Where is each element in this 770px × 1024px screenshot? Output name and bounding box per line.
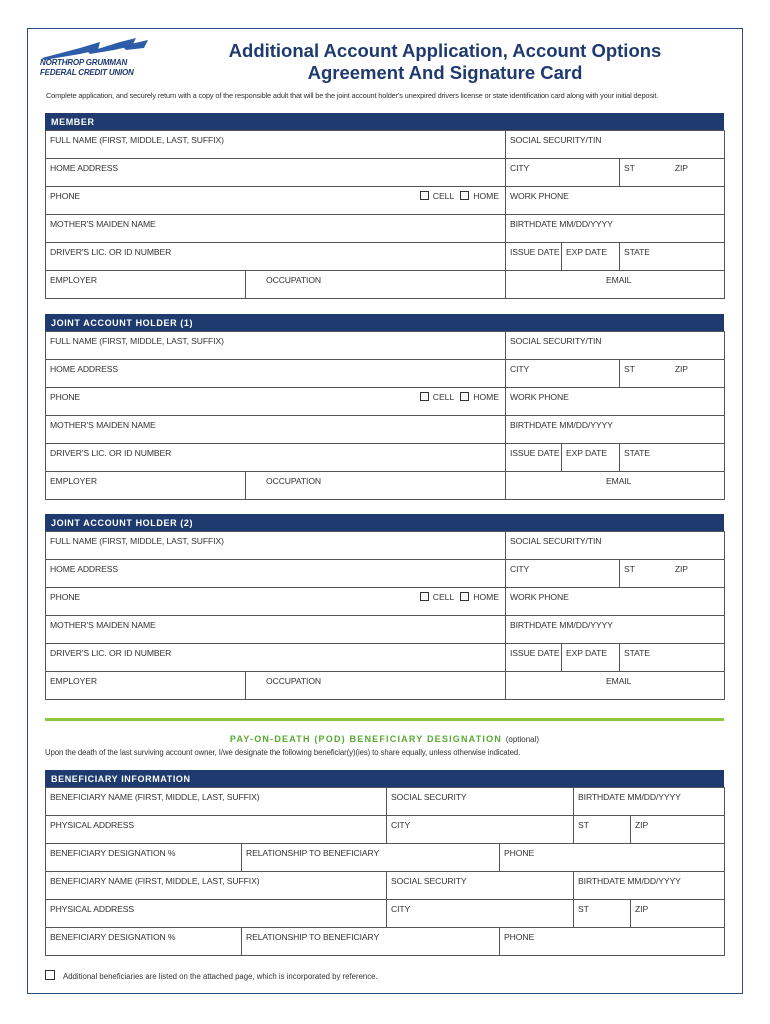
member-occupation-field[interactable]: OCCUPATION (246, 271, 506, 299)
joint1-birthdate-field[interactable]: BIRTHDATE MM/DD/YYYY (506, 416, 725, 444)
section-header-member: MEMBER (45, 113, 724, 130)
beneficiary1-phone-field[interactable]: PHONE (500, 844, 725, 872)
cell-checkbox[interactable] (420, 592, 429, 601)
joint1-home-address-field[interactable]: HOME ADDRESS (46, 360, 506, 388)
cell-checkbox[interactable] (420, 191, 429, 200)
beneficiary2-address-field[interactable]: PHYSICAL ADDRESS (46, 900, 387, 928)
member-exp-date-field[interactable]: EXP DATE (562, 243, 620, 271)
joint2-ssn-field[interactable]: SOCIAL SECURITY/TIN (506, 532, 725, 560)
home-checkbox[interactable] (460, 392, 469, 401)
joint2-state-field[interactable]: STATE (620, 644, 725, 672)
joint2-dl-field[interactable]: DRIVER'S LIC. OR ID NUMBER (46, 644, 506, 672)
member-full-name-field[interactable]: FULL NAME (FIRST, MIDDLE, LAST, SUFFIX) (46, 131, 506, 159)
member-city-field[interactable]: CITY (506, 159, 620, 187)
beneficiary1-name-field[interactable]: BENEFICIARY NAME (FIRST, MIDDLE, LAST, SUFFIX) (46, 788, 387, 816)
cell-checkbox[interactable] (420, 392, 429, 401)
member-birthdate-field[interactable]: BIRTHDATE MM/DD/YYYY (506, 215, 725, 243)
joint2-full-name-field[interactable]: FULL NAME (FIRST, MIDDLE, LAST, SUFFIX) (46, 532, 506, 560)
joint1-employer-field[interactable]: EMPLOYER (46, 472, 246, 500)
beneficiary2-phone-field[interactable]: PHONE (500, 928, 725, 956)
joint1-exp-date-field[interactable]: EXP DATE (562, 444, 620, 472)
home-checkbox[interactable] (460, 191, 469, 200)
beneficiary2-designation-field[interactable]: BENEFICIARY DESIGNATION % (46, 928, 242, 956)
joint2-phone-field[interactable]: PHONE CELL HOME (46, 588, 506, 616)
joint2-employer-field[interactable]: EMPLOYER (46, 672, 246, 700)
joint1-state-field[interactable]: STATE (620, 444, 725, 472)
member-dl-field[interactable]: DRIVER'S LIC. OR ID NUMBER (46, 243, 506, 271)
joint2-issue-date-field[interactable]: ISSUE DATE (506, 644, 562, 672)
pod-optional-label: (optional) (505, 735, 540, 744)
pod-title: PAY-ON-DEATH (POD) BENEFICIARY DESIGNATION (optional) (229, 734, 540, 744)
beneficiary1-city-field[interactable]: CITY (387, 816, 574, 844)
page-title-line-1: Additional Account Application, Account Options (228, 40, 662, 61)
joint1-issue-date-field[interactable]: ISSUE DATE (506, 444, 562, 472)
beneficiary1-zip-field[interactable]: ZIP (631, 816, 725, 844)
joint2-birthdate-field[interactable]: BIRTHDATE MM/DD/YYYY (506, 616, 725, 644)
joint2-email-field[interactable]: EMAIL (506, 672, 725, 700)
joint1-city-field[interactable]: CITY (506, 360, 620, 388)
beneficiary2-birthdate-field[interactable]: BIRTHDATE MM/DD/YYYY (574, 872, 725, 900)
joint2-work-phone-field[interactable]: WORK PHONE (506, 588, 725, 616)
beneficiary1-st-field[interactable]: ST (574, 816, 631, 844)
member-phone-field[interactable]: PHONE CELL HOME (46, 187, 506, 215)
beneficiary2-zip-field[interactable]: ZIP (631, 900, 725, 928)
joint1-table (45, 331, 725, 500)
home-checkbox[interactable] (460, 592, 469, 601)
section-divider (45, 718, 724, 721)
page-title-line-2: Agreement And Signature Card (307, 62, 583, 83)
joint2-exp-date-field[interactable]: EXP DATE (562, 644, 620, 672)
joint2-city-field[interactable]: CITY (506, 560, 620, 588)
beneficiary1-designation-field[interactable]: BENEFICIARY DESIGNATION % (46, 844, 242, 872)
beneficiary1-address-field[interactable]: PHYSICAL ADDRESS (46, 816, 387, 844)
section-header-joint-1: JOINT ACCOUNT HOLDER (1) (45, 314, 724, 331)
section-header-joint-2: JOINT ACCOUNT HOLDER (2) (45, 514, 724, 531)
pod-description: Upon the death of the last surviving account owner, I/we designate the following beneficiar(y)(ies) to share equally, unless otherwise indicated. (45, 748, 521, 757)
intro-instructions: Complete application, and securely return with a copy of the responsible adult that will be the joint account holder's unexpired drivers license or state identification card along with your initial deposit. (46, 91, 659, 100)
additional-beneficiaries-checkbox[interactable] (45, 970, 55, 980)
member-ssn-field[interactable]: SOCIAL SECURITY/TIN (506, 131, 725, 159)
joint1-occupation-field[interactable]: OCCUPATION (246, 472, 506, 500)
joint1-dl-field[interactable]: DRIVER'S LIC. OR ID NUMBER (46, 444, 506, 472)
beneficiary2-name-field[interactable]: BENEFICIARY NAME (FIRST, MIDDLE, LAST, SUFFIX) (46, 872, 387, 900)
member-issue-date-field[interactable]: ISSUE DATE (506, 243, 562, 271)
beneficiary2-city-field[interactable]: CITY (387, 900, 574, 928)
beneficiary2-relationship-field[interactable]: RELATIONSHIP TO BENEFICIARY (242, 928, 500, 956)
joint1-ssn-field[interactable]: SOCIAL SECURITY/TIN (506, 332, 725, 360)
joint2-maiden-name-field[interactable]: MOTHER'S MAIDEN NAME (46, 616, 506, 644)
joint1-maiden-name-field[interactable]: MOTHER'S MAIDEN NAME (46, 416, 506, 444)
beneficiary-table (45, 787, 725, 956)
member-maiden-name-field[interactable]: MOTHER'S MAIDEN NAME (46, 215, 506, 243)
member-employer-field[interactable]: EMPLOYER (46, 271, 246, 299)
member-home-address-field[interactable]: HOME ADDRESS (46, 159, 506, 187)
joint1-phone-field[interactable]: PHONE CELL HOME (46, 388, 506, 416)
section-header-beneficiary: BENEFICIARY INFORMATION (45, 770, 724, 787)
additional-beneficiaries-note (45, 970, 378, 981)
beneficiary1-ssn-field[interactable]: SOCIAL SECURITY (387, 788, 574, 816)
member-state-field[interactable]: STATE (620, 243, 725, 271)
member-st-zip-field[interactable]: ST ZIP (620, 159, 725, 187)
beneficiary1-birthdate-field[interactable]: BIRTHDATE MM/DD/YYYY (574, 788, 725, 816)
joint2-table (45, 531, 725, 700)
member-email-field[interactable]: EMAIL (506, 271, 725, 299)
additional-beneficiaries-text: Additional beneficiaries are listed on the attached page, which is incorporated by reference. (63, 972, 378, 981)
beneficiary2-st-field[interactable]: ST (574, 900, 631, 928)
joint2-st-zip-field[interactable]: ST ZIP (620, 560, 725, 588)
member-table (45, 130, 725, 299)
beneficiary1-relationship-field[interactable]: RELATIONSHIP TO BENEFICIARY (242, 844, 500, 872)
logo-line-2: FEDERAL CREDIT UNION (40, 67, 134, 77)
joint1-full-name-field[interactable]: FULL NAME (FIRST, MIDDLE, LAST, SUFFIX) (46, 332, 506, 360)
member-work-phone-field[interactable]: WORK PHONE (506, 187, 725, 215)
joint2-occupation-field[interactable]: OCCUPATION (246, 672, 506, 700)
joint1-email-field[interactable]: EMAIL (506, 472, 725, 500)
logo-wordmark (40, 58, 134, 77)
joint1-st-zip-field[interactable]: ST ZIP (620, 360, 725, 388)
beneficiary2-ssn-field[interactable]: SOCIAL SECURITY (387, 872, 574, 900)
joint2-home-address-field[interactable]: HOME ADDRESS (46, 560, 506, 588)
logo-line-1: NORTHROP GRUMMAN (40, 58, 128, 67)
joint1-work-phone-field[interactable]: WORK PHONE (506, 388, 725, 416)
